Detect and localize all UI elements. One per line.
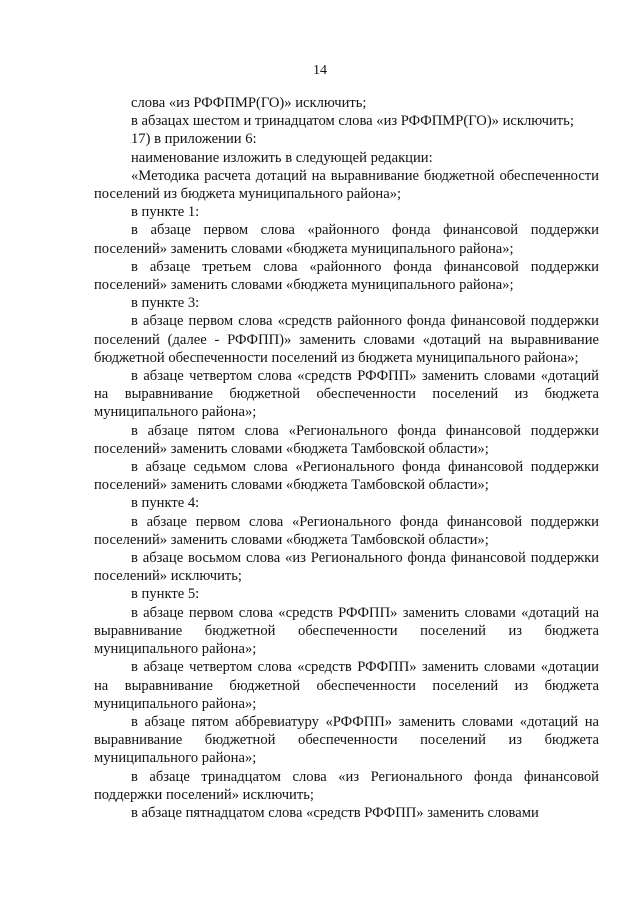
paragraph: в пункте 4: xyxy=(131,495,200,512)
paragraph: «Методика расчета дотаций на выравнивание бюджетной обеспеченности поселений из бюджета муниципального района»; xyxy=(94,167,599,203)
paragraph: в абзаце первом слова «средств районного фонда финансовой поддержки поселений (далее - РФФПП)» заменить словами «дотаций на выравнивание бюджетной обеспеченности поселений из бюджета муниципального района»; xyxy=(94,313,599,366)
paragraph: наименование изложить в следующей редакции: xyxy=(131,149,433,166)
paragraph: в абзаце тринадцатом слова «из Регионального фонда финансовой поддержки поселений» исключить; xyxy=(94,768,599,803)
paragraph: в абзаце первом слова «Регионального фонда финансовой поддержки поселений» заменить словами «бюджета Тамбовской области»; xyxy=(94,513,599,548)
paragraph: в абзаце седьмом слова «Регионального фонда финансовой поддержки поселений» заменить словами «бюджета Тамбовской области»; xyxy=(94,459,599,494)
paragraph: в пункте 3: xyxy=(131,295,200,312)
paragraph: в абзаце четвертом слова «средств РФФПП» заменить словами «дотации на выравнивание бюджетной обеспеченности поселений из бюджета муниципального района»; xyxy=(94,659,599,712)
paragraph: 17) в приложении 6: xyxy=(131,131,257,148)
document-body xyxy=(94,94,599,822)
paragraph: в пункте 5: xyxy=(131,586,200,603)
paragraph: в абзацах шестом и тринадцатом слова «из РФФПМР(ГО)» исключить; xyxy=(131,113,574,130)
page-number: 14 xyxy=(313,63,327,78)
paragraph: в абзаце пятом слова «Регионального фонда финансовой поддержки поселений» заменить словами «бюджета Тамбовской области»; xyxy=(94,422,599,457)
paragraph: в абзаце четвертом слова «средств РФФПП» заменить словами «дотаций на выравнивание бюджетной обеспеченности поселений из бюджета муниципального района»; xyxy=(94,368,599,421)
paragraph: в абзаце первом слова «районного фонда финансовой поддержки поселений» заменить словами «бюджета муниципального района»; xyxy=(94,222,599,257)
paragraph: в абзаце пятом аббревиатуру «РФФПП» заменить словами «дотаций на выравнивание бюджетной обеспеченности поселений из бюджета муниципального района»; xyxy=(94,713,599,767)
paragraph: в абзаце первом слова «средств РФФПП» заменить словами «дотаций на выравнивание бюджетной обеспеченности поселений из бюджета муниципального района»; xyxy=(94,604,599,658)
paragraph: в абзаце пятнадцатом слова «средств РФФПП» заменить словами xyxy=(131,804,539,821)
paragraph: в абзаце восьмом слова «из Регионального фонда финансовой поддержки поселений» исключить; xyxy=(94,550,599,585)
paragraph: слова «из РФФПМР(ГО)» исключить; xyxy=(131,95,367,111)
paragraph: в абзаце третьем слова «районного фонда финансовой поддержки поселений» заменить словами «бюджета муниципального района»; xyxy=(94,258,599,294)
paragraph: в пункте 1: xyxy=(131,204,200,221)
